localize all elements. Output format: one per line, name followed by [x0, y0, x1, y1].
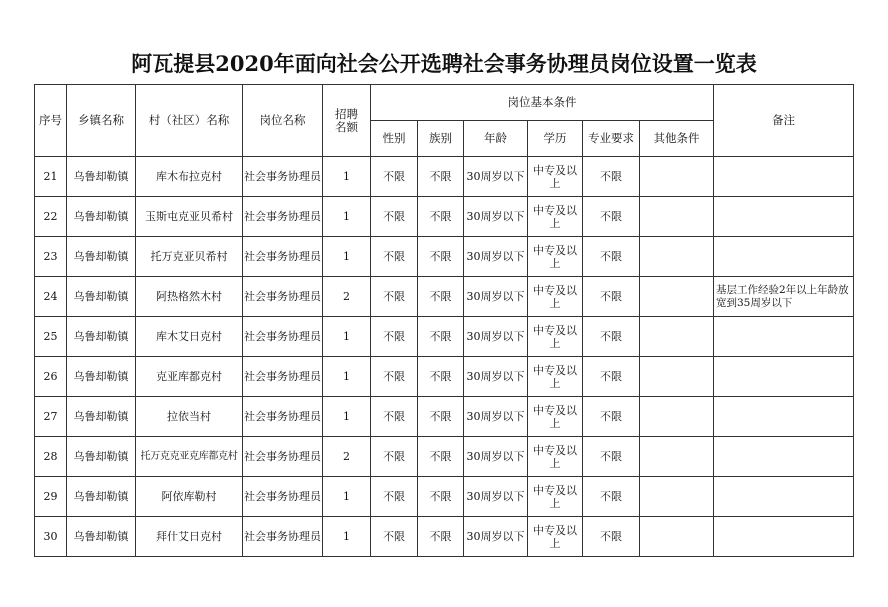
- cell-post: 社会事务协理员: [243, 277, 323, 317]
- cell-other: [640, 157, 714, 197]
- cell-quota: 2: [323, 437, 371, 477]
- cell-age: 30周岁以下: [464, 437, 528, 477]
- cell-other: [640, 237, 714, 277]
- cell-remarks: [714, 517, 854, 557]
- cell-quota: 1: [323, 197, 371, 237]
- cell-township: 乌鲁却勒镇: [67, 157, 136, 197]
- cell-education: 中专及以上: [528, 477, 583, 517]
- cell-other: [640, 477, 714, 517]
- cell-ethnicity: 不限: [418, 357, 464, 397]
- cell-ethnicity: 不限: [418, 157, 464, 197]
- table-row: [35, 157, 854, 197]
- cell-quota: 1: [323, 517, 371, 557]
- cell-ethnicity: 不限: [418, 277, 464, 317]
- cell-post: 社会事务协理员: [243, 517, 323, 557]
- cell-gender: 不限: [371, 277, 418, 317]
- header-village: 村（社区）名称: [136, 85, 243, 157]
- cell-remarks: [714, 437, 854, 477]
- cell-quota: 1: [323, 477, 371, 517]
- cell-post: 社会事务协理员: [243, 157, 323, 197]
- table-row: [35, 437, 854, 477]
- header-major: 专业要求: [583, 121, 640, 157]
- cell-age: 30周岁以下: [464, 317, 528, 357]
- table-row: [35, 517, 854, 557]
- cell-age: 30周岁以下: [464, 477, 528, 517]
- cell-major: 不限: [583, 517, 640, 557]
- cell-ethnicity: 不限: [418, 237, 464, 277]
- cell-township: 乌鲁却勒镇: [67, 237, 136, 277]
- cell-village: 托万克克亚克库都克村: [136, 437, 243, 477]
- cell-gender: 不限: [371, 517, 418, 557]
- cell-gender: 不限: [371, 357, 418, 397]
- header-post: 岗位名称: [243, 85, 323, 157]
- cell-post: 社会事务协理员: [243, 357, 323, 397]
- cell-quota: 1: [323, 397, 371, 437]
- cell-education: 中专及以上: [528, 157, 583, 197]
- cell-age: 30周岁以下: [464, 277, 528, 317]
- cell-major: 不限: [583, 357, 640, 397]
- cell-gender: 不限: [371, 157, 418, 197]
- header-quota: 招聘名额: [323, 85, 371, 157]
- cell-other: [640, 277, 714, 317]
- header-education: 学历: [528, 121, 583, 157]
- cell-seq: 27: [35, 397, 67, 437]
- cell-other: [640, 317, 714, 357]
- table-row: [35, 397, 854, 437]
- cell-post: 社会事务协理员: [243, 317, 323, 357]
- cell-seq: 25: [35, 317, 67, 357]
- cell-education: 中专及以上: [528, 517, 583, 557]
- table-row: [35, 477, 854, 517]
- cell-remarks: [714, 197, 854, 237]
- cell-township: 乌鲁却勒镇: [67, 197, 136, 237]
- header-other: 其他条件: [640, 121, 714, 157]
- header-ethnicity: 族别: [418, 121, 464, 157]
- cell-township: 乌鲁却勒镇: [67, 437, 136, 477]
- cell-quota: 1: [323, 237, 371, 277]
- cell-education: 中专及以上: [528, 277, 583, 317]
- header-gender: 性别: [371, 121, 418, 157]
- cell-village: 托万克亚贝希村: [136, 237, 243, 277]
- cell-major: 不限: [583, 317, 640, 357]
- cell-major: 不限: [583, 437, 640, 477]
- cell-village: 克亚库都克村: [136, 357, 243, 397]
- table-row: [35, 277, 854, 317]
- cell-village: 阿热格然木村: [136, 277, 243, 317]
- cell-township: 乌鲁却勒镇: [67, 517, 136, 557]
- cell-gender: 不限: [371, 437, 418, 477]
- cell-ethnicity: 不限: [418, 397, 464, 437]
- cell-gender: 不限: [371, 477, 418, 517]
- cell-seq: 30: [35, 517, 67, 557]
- cell-gender: 不限: [371, 317, 418, 357]
- cell-major: 不限: [583, 157, 640, 197]
- cell-age: 30周岁以下: [464, 197, 528, 237]
- cell-township: 乌鲁却勒镇: [67, 397, 136, 437]
- cell-village: 阿依库勒村: [136, 477, 243, 517]
- cell-post: 社会事务协理员: [243, 397, 323, 437]
- cell-village: 玉斯屯克亚贝希村: [136, 197, 243, 237]
- cell-seq: 26: [35, 357, 67, 397]
- cell-education: 中专及以上: [528, 237, 583, 277]
- cell-quota: 1: [323, 317, 371, 357]
- cell-remarks: [714, 317, 854, 357]
- cell-post: 社会事务协理员: [243, 437, 323, 477]
- cell-ethnicity: 不限: [418, 517, 464, 557]
- cell-education: 中专及以上: [528, 397, 583, 437]
- cell-remarks: [714, 157, 854, 197]
- cell-quota: 2: [323, 277, 371, 317]
- cell-township: 乌鲁却勒镇: [67, 357, 136, 397]
- cell-age: 30周岁以下: [464, 397, 528, 437]
- cell-post: 社会事务协理员: [243, 237, 323, 277]
- cell-major: 不限: [583, 397, 640, 437]
- cell-remarks: [714, 237, 854, 277]
- cell-township: 乌鲁却勒镇: [67, 477, 136, 517]
- cell-seq: 22: [35, 197, 67, 237]
- table-row: [35, 197, 854, 237]
- cell-village: 拉依当村: [136, 397, 243, 437]
- cell-township: 乌鲁却勒镇: [67, 277, 136, 317]
- cell-remarks: [714, 477, 854, 517]
- cell-education: 中专及以上: [528, 437, 583, 477]
- cell-major: 不限: [583, 197, 640, 237]
- page-title: 阿瓦提县2020年面向社会公开选聘社会事务协理员岗位设置一览表: [131, 51, 757, 76]
- cell-major: 不限: [583, 477, 640, 517]
- cell-ethnicity: 不限: [418, 437, 464, 477]
- cell-village: 库木布拉克村: [136, 157, 243, 197]
- cell-other: [640, 517, 714, 557]
- cell-seq: 21: [35, 157, 67, 197]
- cell-remarks: 基层工作经验2年以上年龄放宽到35周岁以下: [714, 277, 854, 317]
- cell-other: [640, 437, 714, 477]
- cell-post: 社会事务协理员: [243, 477, 323, 517]
- cell-education: 中专及以上: [528, 197, 583, 237]
- cell-ethnicity: 不限: [418, 197, 464, 237]
- header-seq: 序号: [35, 85, 67, 157]
- cell-quota: 1: [323, 157, 371, 197]
- header-township: 乡镇名称: [67, 85, 136, 157]
- cell-post: 社会事务协理员: [243, 197, 323, 237]
- cell-other: [640, 197, 714, 237]
- cell-age: 30周岁以下: [464, 237, 528, 277]
- cell-seq: 28: [35, 437, 67, 477]
- cell-ethnicity: 不限: [418, 317, 464, 357]
- cell-ethnicity: 不限: [418, 477, 464, 517]
- cell-age: 30周岁以下: [464, 357, 528, 397]
- cell-major: 不限: [583, 237, 640, 277]
- cell-township: 乌鲁却勒镇: [67, 317, 136, 357]
- cell-education: 中专及以上: [528, 357, 583, 397]
- cell-seq: 29: [35, 477, 67, 517]
- cell-quota: 1: [323, 357, 371, 397]
- cell-gender: 不限: [371, 397, 418, 437]
- cell-major: 不限: [583, 277, 640, 317]
- table-row: [35, 357, 854, 397]
- table-row: [35, 317, 854, 357]
- cell-village: 拜什艾日克村: [136, 517, 243, 557]
- cell-remarks: [714, 397, 854, 437]
- cell-age: 30周岁以下: [464, 157, 528, 197]
- positions-table: [34, 84, 854, 557]
- header-remarks: 备注: [714, 85, 854, 157]
- cell-gender: 不限: [371, 197, 418, 237]
- header-age: 年龄: [464, 121, 528, 157]
- cell-seq: 23: [35, 237, 67, 277]
- cell-remarks: [714, 357, 854, 397]
- cell-age: 30周岁以下: [464, 517, 528, 557]
- header-basic-conditions: 岗位基本条件: [371, 85, 714, 121]
- cell-other: [640, 357, 714, 397]
- cell-gender: 不限: [371, 237, 418, 277]
- cell-education: 中专及以上: [528, 317, 583, 357]
- cell-village: 库木艾日克村: [136, 317, 243, 357]
- table-row: [35, 237, 854, 277]
- cell-seq: 24: [35, 277, 67, 317]
- cell-other: [640, 397, 714, 437]
